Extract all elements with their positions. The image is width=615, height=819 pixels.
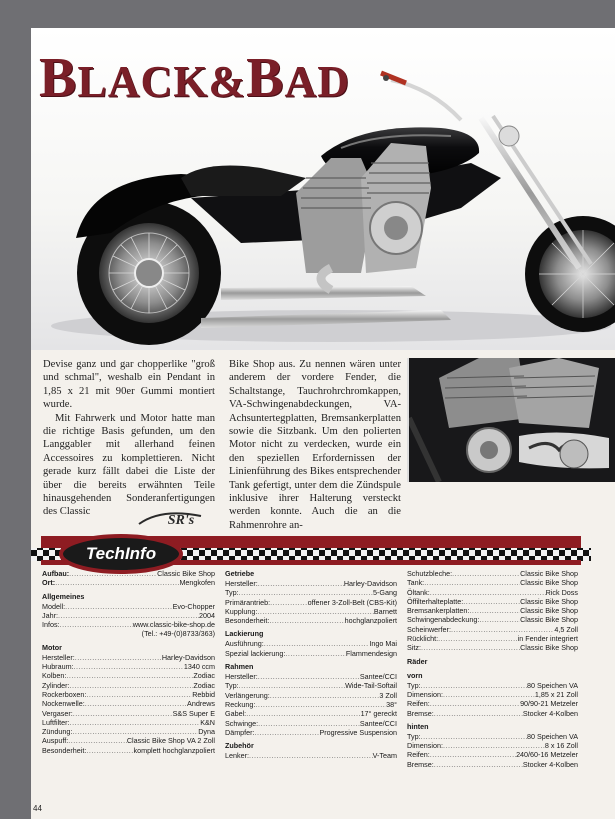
- spec-label: Schwinge:: [225, 718, 259, 728]
- spec-value: Classic Bike Shop: [520, 643, 578, 653]
- spec-leader-dots: [75, 653, 162, 662]
- spec-leader-dots: [258, 672, 360, 681]
- spec-label: Reifen:: [407, 750, 430, 760]
- spec-row: [407, 681, 578, 690]
- paragraph: Devise ganz und gar chopperlike "groß und schmal", weshalb ein Pendant in 1,85 x 21 mit 90er Gummi montiert wurde.: [43, 359, 215, 411]
- spec-row: [42, 736, 215, 745]
- spec-label: Nockenwelle:: [42, 699, 85, 709]
- spec-label: Schwingenabdeckung:: [407, 615, 480, 625]
- spec-label: Typ:: [407, 680, 421, 690]
- spec-column-1: [42, 569, 215, 755]
- spec-row: [407, 588, 578, 597]
- spec-label: Ort:: [42, 578, 56, 588]
- spec-value: Flammendesign: [345, 648, 397, 658]
- spec-value: 2004: [199, 610, 215, 620]
- spec-row: [407, 606, 578, 615]
- spec-leader-dots: [430, 750, 516, 759]
- spec-value: Stocker 4-Kolben: [522, 708, 578, 718]
- spec-row: [225, 639, 397, 648]
- spec-row: [42, 653, 215, 662]
- spec-table: [42, 569, 612, 809]
- spec-leader-dots: [65, 602, 172, 611]
- spec-label: Typ:: [407, 731, 421, 741]
- spec-leader-dots: [239, 681, 345, 690]
- spec-row: [42, 746, 215, 755]
- spec-leader-dots: [255, 728, 320, 737]
- spec-leader-dots: [430, 699, 520, 708]
- spec-value: Classic Bike Shop: [520, 615, 578, 625]
- spec-leader-dots: [421, 643, 520, 652]
- spec-label: Rockerboxen:: [42, 689, 87, 699]
- spec-leader-dots: [443, 741, 545, 750]
- spec-row: [42, 718, 215, 727]
- spec-label: Dimension:: [407, 741, 443, 751]
- spec-row: [407, 643, 578, 652]
- spec-value: Mengkofen: [179, 578, 215, 588]
- spec-label: Hersteller:: [225, 672, 258, 682]
- spec-leader-dots: [255, 700, 386, 709]
- spec-row: [42, 629, 215, 638]
- spec-section-title: Rahmen: [225, 662, 254, 672]
- paragraph: Bike Shop aus. Zu nennen wären unter anderem der vordere Fender, die Schaltstange, Tauchrohrchromkappen, VA-Schwingenabdeckungen, VA-Achsuntertegplatten, Bremsankerplatten sowie die Sitzbank. Um den polierten Motor nicht zu verdecken, wurde ein den speziellen Erfordernissen der Linienführung des Bikes entsprechender Tank gefertigt, unter dem die Zündspule inklusive ihrer Halterung versteckt werden konnte. Auch die an die Rahmenrohre an-: [229, 359, 401, 531]
- spec-row: [42, 681, 215, 690]
- spec-value: 3 Zoll: [379, 690, 397, 700]
- spec-row: [407, 615, 578, 624]
- spec-leader-dots: [452, 569, 520, 578]
- motorcycle-photo: [31, 28, 615, 350]
- spec-label: Reifen:: [407, 699, 430, 709]
- spec-value: 240/60-16 Metzeler: [516, 750, 578, 760]
- spec-value: Zodiac: [193, 680, 215, 690]
- spec-leader-dots: [86, 746, 133, 755]
- spec-section-title: hinten: [407, 721, 429, 731]
- spec-row: [225, 598, 397, 607]
- spec-value: 80 Speichen VA: [526, 680, 578, 690]
- paragraph: Mit Fahrwerk und Motor hatte man die richtige Basis gefunden, um den Langgabler mit allerhand feinen Accessoires zu komplettieren. Nicht gerade kurz fällt dabei die Liste der über die bereits erwähnten Teile hinausgehenden Sonderanfertigungen des Classic: [43, 412, 215, 518]
- page-number: 44: [33, 804, 42, 813]
- spec-value: Evo-Chopper: [172, 601, 215, 611]
- spec-value: S&S Super E: [172, 708, 215, 718]
- spec-leader-dots: [451, 625, 554, 634]
- spec-leader-dots: [85, 699, 187, 708]
- spec-row: [225, 607, 397, 616]
- spec-row: [407, 569, 578, 578]
- spec-leader-dots: [60, 620, 133, 629]
- spec-value: 80 Speichen VA: [526, 731, 578, 741]
- spec-label: Öffilterhalteplatte:: [407, 596, 464, 606]
- spec-leader-dots: [424, 578, 520, 587]
- spec-value: Classic Bike Shop: [520, 606, 578, 616]
- spec-section-title: Räder: [407, 656, 428, 666]
- spec-label: Primärantrieb:: [225, 597, 271, 607]
- spec-label: Verlängerung:: [225, 690, 270, 700]
- spec-value: Santee/CCI: [359, 672, 397, 682]
- spec-value: Barnett: [373, 606, 397, 616]
- spec-row: [225, 681, 397, 690]
- spec-label: Vergaser:: [42, 708, 73, 718]
- spec-value: 17° gereckt: [360, 709, 397, 719]
- spec-row: [42, 671, 215, 680]
- spec-value: Santee/CCI: [359, 718, 397, 728]
- spec-row: [42, 699, 215, 708]
- spec-row: [407, 597, 578, 606]
- spec-value: Rebbid: [192, 689, 215, 699]
- spec-value: V-Team: [372, 751, 397, 761]
- magazine-page: [31, 28, 615, 819]
- spec-row: [42, 602, 215, 611]
- article-title: BLACK&BAD: [39, 47, 351, 109]
- spec-value: Dyna: [198, 727, 215, 737]
- spec-value: Progressive Suspension: [319, 727, 397, 737]
- spec-value: Harley-Davidson: [343, 579, 397, 588]
- spec-leader-dots: [258, 579, 344, 588]
- checkered-banner: [31, 502, 615, 574]
- engine-detail-photo: [407, 358, 615, 482]
- spec-label: Rücklicht:: [407, 634, 439, 644]
- spec-label: Bremse:: [407, 708, 434, 718]
- spec-leader-dots: [430, 588, 546, 597]
- spec-value: Classic Bike Shop VA 2 Zoll: [126, 736, 215, 746]
- spec-label: Modell:: [42, 601, 66, 611]
- spec-leader-dots: [264, 639, 370, 648]
- spec-label: Zylinder:: [42, 680, 70, 690]
- spec-leader-dots: [58, 611, 199, 620]
- spec-value: 1,85 x 21 Zoll: [534, 689, 578, 699]
- spec-value: komplett hochglanzpoliert: [133, 745, 215, 755]
- spec-value: Classic Bike Shop: [520, 569, 578, 578]
- spec-value: 4,5 Zoll: [554, 624, 578, 634]
- spec-row: [407, 634, 578, 643]
- spec-leader-dots: [434, 760, 523, 769]
- spec-label: Typ:: [225, 588, 239, 598]
- spec-row: [225, 700, 397, 709]
- spec-leader-dots: [270, 598, 308, 607]
- spec-label: Hersteller:: [225, 579, 258, 588]
- spec-label: Dämpfer:: [225, 727, 255, 737]
- spec-leader-dots: [73, 709, 173, 718]
- text-column-1: [43, 358, 215, 519]
- spec-label: Gabel:: [225, 709, 247, 719]
- engine-illustration: [409, 358, 615, 482]
- spec-row: [407, 732, 578, 741]
- spec-leader-dots: [258, 719, 360, 728]
- spec-leader-dots: [285, 649, 346, 658]
- techinfo-banner: [31, 502, 615, 574]
- spec-label: Zündung:: [42, 727, 73, 737]
- spec-leader-dots: [239, 588, 373, 597]
- spec-value: K&N: [200, 717, 215, 727]
- spec-label: Scheinwerfer:: [407, 624, 451, 634]
- spec-label: Dimension:: [407, 689, 443, 699]
- spec-label: Tank:: [407, 578, 425, 588]
- spec-leader-dots: [443, 690, 535, 699]
- spec-label: Hubraum:: [42, 662, 74, 672]
- spec-value: offener 3-Zoll-Belt (CBS-Kit): [307, 597, 397, 607]
- spec-value: Classic Bike Shop: [520, 596, 578, 606]
- spec-label: Ausführung:: [225, 639, 264, 649]
- spec-label: Kolben:: [42, 671, 67, 681]
- spec-row: [225, 719, 397, 728]
- spec-leader-dots: [249, 751, 373, 760]
- spec-label: Bremsankerplatten:: [407, 606, 470, 616]
- spec-section-title: Allgemeines: [42, 591, 85, 601]
- spec-leader-dots: [246, 709, 360, 718]
- spec-value: 1340 ccm: [183, 662, 215, 672]
- spec-value: Andrews: [187, 699, 215, 709]
- spec-section-title: vorn: [407, 670, 423, 680]
- spec-row: [225, 672, 397, 681]
- spec-row: [407, 699, 578, 708]
- techinfo-script: SR's: [167, 513, 195, 528]
- spec-row: [225, 579, 397, 588]
- spec-row: [225, 691, 397, 700]
- spec-row: [42, 578, 215, 587]
- spec-section-title: Zubehör: [225, 741, 254, 751]
- spec-row: [42, 620, 215, 629]
- spec-leader-dots: [68, 736, 127, 745]
- spec-value: Classic Bike Shop: [157, 569, 215, 578]
- spec-leader-dots: [421, 681, 527, 690]
- spec-row: [42, 727, 215, 736]
- spec-label: Spezial lackierung:: [225, 648, 286, 658]
- spec-label: Aufbau:: [42, 569, 70, 578]
- spec-leader-dots: [74, 662, 184, 671]
- spec-column-3: [407, 569, 578, 769]
- spec-leader-dots: [55, 578, 179, 587]
- spec-value: Rick Doss: [545, 587, 578, 597]
- spec-label: Schutzbleche:: [407, 569, 453, 578]
- spec-row: [225, 588, 397, 597]
- techinfo-logo-text: TechInfo: [85, 544, 157, 563]
- spec-label: Öltank:: [407, 587, 430, 597]
- spec-value: 5-Gang: [373, 588, 397, 598]
- spec-row: [407, 690, 578, 699]
- spec-value: Classic Bike Shop: [520, 578, 578, 588]
- spec-value: Harley-Davidson: [161, 652, 215, 662]
- spec-value: in Fender integriert: [517, 634, 578, 644]
- spec-row: [407, 709, 578, 718]
- spec-leader-dots: [257, 607, 373, 616]
- spec-value: Stocker 4-Kolben: [522, 759, 578, 769]
- spec-row: [407, 741, 578, 750]
- spec-leader-dots: [86, 690, 192, 699]
- spec-label: Sitz:: [407, 643, 421, 653]
- spec-label: Bremse:: [407, 759, 434, 769]
- spec-label: Luftfilter:: [42, 717, 70, 727]
- spec-row: [407, 578, 578, 587]
- spec-value: hochglanzpoliert: [344, 616, 397, 626]
- spec-value: 8 x 16 Zoll: [544, 741, 578, 751]
- spec-row: [42, 569, 215, 578]
- spec-value: 38°: [386, 699, 397, 709]
- spec-leader-dots: [469, 606, 520, 615]
- spec-value: 90/90-21 Metzeler: [520, 699, 578, 709]
- spec-leader-dots: [70, 681, 194, 690]
- spec-row: [407, 750, 578, 759]
- spec-row: [42, 611, 215, 620]
- spec-column-2: [225, 569, 397, 760]
- spec-label: Typ:: [225, 681, 239, 691]
- spec-leader-dots: [463, 597, 520, 606]
- spec-leader-dots: [72, 727, 198, 736]
- spec-leader-dots: [70, 718, 201, 727]
- spec-row: [225, 616, 397, 625]
- spec-value: Wide-Tail-Softail: [345, 681, 397, 691]
- spec-row: [225, 709, 397, 718]
- spec-section-title: Motor: [42, 642, 62, 652]
- spec-leader-dots: [69, 569, 157, 578]
- spec-value: Zodiac: [193, 671, 215, 681]
- spec-section-title: Getriebe: [225, 569, 255, 578]
- spec-row: [42, 709, 215, 718]
- spec-value: Ingo Mai: [369, 639, 397, 649]
- spec-label: Kupplung:: [225, 606, 258, 616]
- spec-leader-dots: [270, 691, 380, 700]
- spec-leader-dots: [269, 616, 344, 625]
- spec-row: [407, 760, 578, 769]
- spec-leader-dots: [66, 671, 193, 680]
- spec-row: [225, 649, 397, 658]
- spec-label: Lenker:: [225, 751, 249, 761]
- spec-label: Infos:: [42, 620, 60, 630]
- spec-row: [42, 690, 215, 699]
- spec-label: Besonderheit:: [42, 745, 87, 755]
- spec-label: Hersteller:: [42, 652, 75, 662]
- spec-label: Jahr:: [42, 610, 58, 620]
- spec-leader-dots: [434, 709, 523, 718]
- spec-row: [225, 751, 397, 760]
- spec-label: Auspuff:: [42, 736, 69, 746]
- spec-section-title: Lackierung: [225, 629, 264, 639]
- spec-value: (Tel.: +49-(0)8733/363): [141, 629, 215, 639]
- spec-label: Reckung:: [225, 699, 256, 709]
- spec-leader-dots: [421, 732, 527, 741]
- spec-value: www.classic-bike-shop.de: [132, 620, 215, 630]
- spec-leader-dots: [479, 615, 520, 624]
- spec-leader-dots: [438, 634, 518, 643]
- spec-label: Besonderheit:: [225, 616, 270, 626]
- spec-row: [42, 662, 215, 671]
- spec-row: [407, 625, 578, 634]
- spec-row: [225, 728, 397, 737]
